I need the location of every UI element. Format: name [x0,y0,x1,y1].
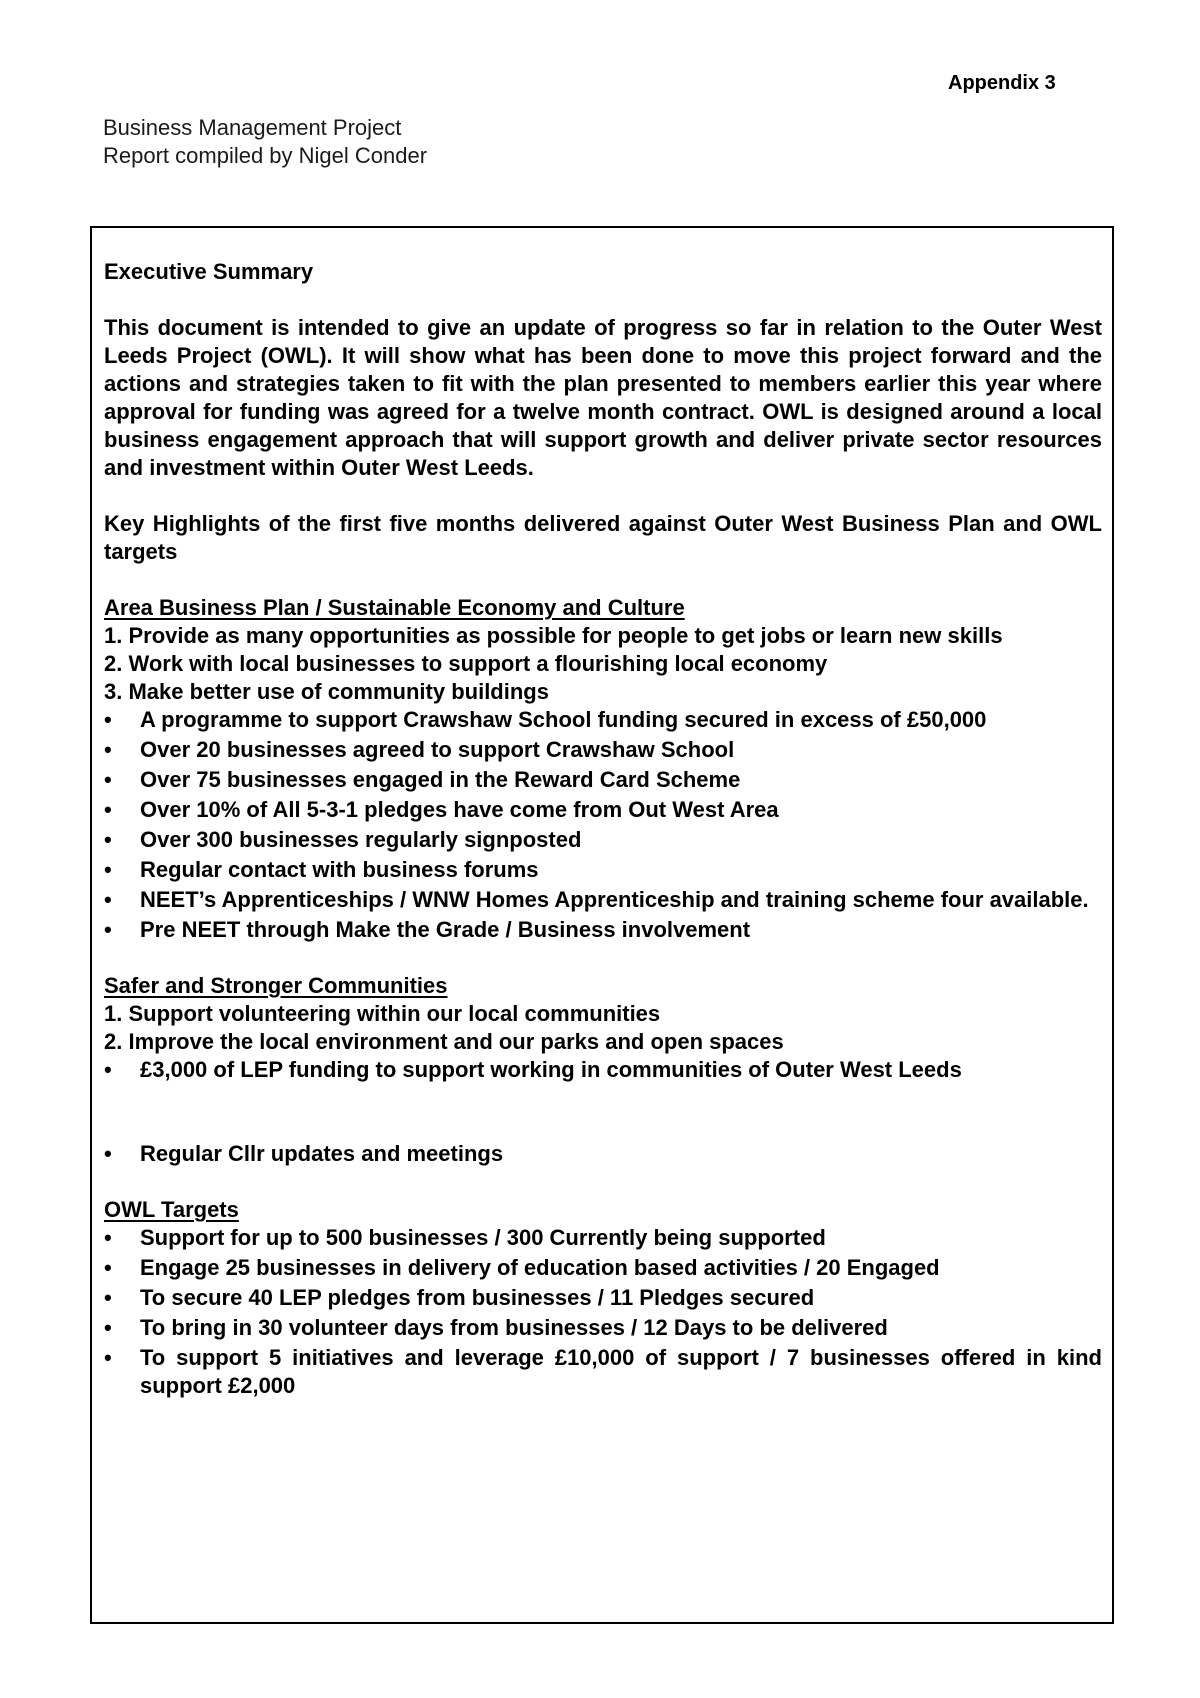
compiled-by: Report compiled by Nigel Conder [103,143,428,168]
list-item [104,1284,1102,1312]
list-item: 1. Provide as many opportunities as possible for people to get jobs or learn new skills [104,623,1003,648]
owl-targets-list [104,1224,1102,1400]
list-item [104,1314,1102,1342]
list-item-text: Over 75 businesses engaged in the Reward Card Scheme [140,767,741,792]
list-item-text: Over 20 businesses agreed to support Crawshaw School [140,737,735,762]
project-title: Business Management Project [103,115,402,140]
list-item-text: Over 10% of All 5-3-1 pledges have come from Out West Area [140,797,779,822]
bullet-icon: • [104,827,112,852]
list-item-text: Engage 25 businesses in delivery of education based activities / 20 Engaged [140,1255,940,1280]
list-item: 2. Improve the local environment and our parks and open spaces [104,1029,784,1054]
bullet-icon: • [104,887,112,912]
spacer [104,1084,1102,1140]
bullet-icon: • [104,707,112,732]
list-item-text: To bring in 30 volunteer days from businesses / 12 Days to be delivered [140,1315,888,1340]
bullet-icon: • [104,1255,112,1280]
bullet-icon: • [104,1315,112,1340]
communities-priorities-list [104,1000,1102,1056]
bullet-icon: • [104,1141,112,1166]
bullet-icon: • [104,767,112,792]
list-item [104,1254,1102,1282]
bullet-icon: • [104,737,112,762]
list-item-text: To secure 40 LEP pledges from businesses / 11 Pledges secured [140,1285,815,1310]
list-item-text: To support 5 initiatives and leverage £10,000 of support / 7 businesses offered in kind support £2,000 [140,1345,1102,1398]
list-item [104,766,1102,794]
list-item: 2. Work with local businesses to support a flourishing local economy [104,651,828,676]
appendix-label: Appendix 3 [948,72,1056,94]
bullet-icon: • [104,1057,112,1082]
bullet-icon: • [104,1225,112,1250]
list-item [104,736,1102,764]
highlights-intro: Key Highlights of the first five months delivered against Outer West Business Plan and OWL targets [104,511,1102,564]
list-item [104,886,1102,914]
list-item [104,1224,1102,1252]
bullet-icon: • [104,917,112,942]
list-item [104,1140,1102,1168]
section-heading-economy: Area Business Plan / Sustainable Economy and Culture [104,595,685,620]
list-item-text: Regular contact with business forums [140,857,539,882]
list-item-text: Regular Cllr updates and meetings [140,1141,504,1166]
summary-content [104,258,1102,1400]
list-item-text: NEET’s Apprenticeships / WNW Homes Apprenticeship and training scheme four available. [140,887,1089,912]
bullet-icon: • [104,1285,112,1310]
section-heading-communities: Safer and Stronger Communities [104,973,448,998]
communities-achievements-list-b [104,1140,1102,1168]
executive-summary-box [90,226,1114,1624]
list-item [104,1056,1102,1084]
bullet-icon: • [104,797,112,822]
summary-heading: Executive Summary [104,259,314,284]
list-item-text: A programme to support Crawshaw School funding secured in excess of £50,000 [140,707,987,732]
bullet-icon: • [104,857,112,882]
list-item [104,706,1102,734]
bullet-icon: • [104,1345,112,1370]
list-item-text: Over 300 businesses regularly signposted [140,827,582,852]
list-item-text: Pre NEET through Make the Grade / Business involvement [140,917,751,942]
list-item: 3. Make better use of community buildings [104,679,549,704]
list-item [104,796,1102,824]
list-item [104,856,1102,884]
communities-achievements-list-a [104,1056,1102,1084]
section-heading-owl-targets: OWL Targets [104,1197,239,1222]
economy-achievements-list [104,706,1102,944]
list-item [104,826,1102,854]
list-item [104,916,1102,944]
list-item-text: Support for up to 500 businesses / 300 Currently being supported [140,1225,826,1250]
list-item: 1. Support volunteering within our local communities [104,1001,661,1026]
list-item-text: £3,000 of LEP funding to support working in communities of Outer West Leeds [140,1057,962,1082]
economy-priorities-list [104,622,1102,706]
summary-intro: This document is intended to give an update of progress so far in relation to the Outer West Leeds Project (OWL). It will show what has been done to move this project forward and the actions and strategies taken to fit with the plan presented to members earlier this year where approval for funding was agreed for a twelve month contract. OWL is designed around a local business engagement approach that will support growth and deliver private sector resources and investment within Outer West Leeds. [104,315,1102,480]
list-item [104,1344,1102,1400]
